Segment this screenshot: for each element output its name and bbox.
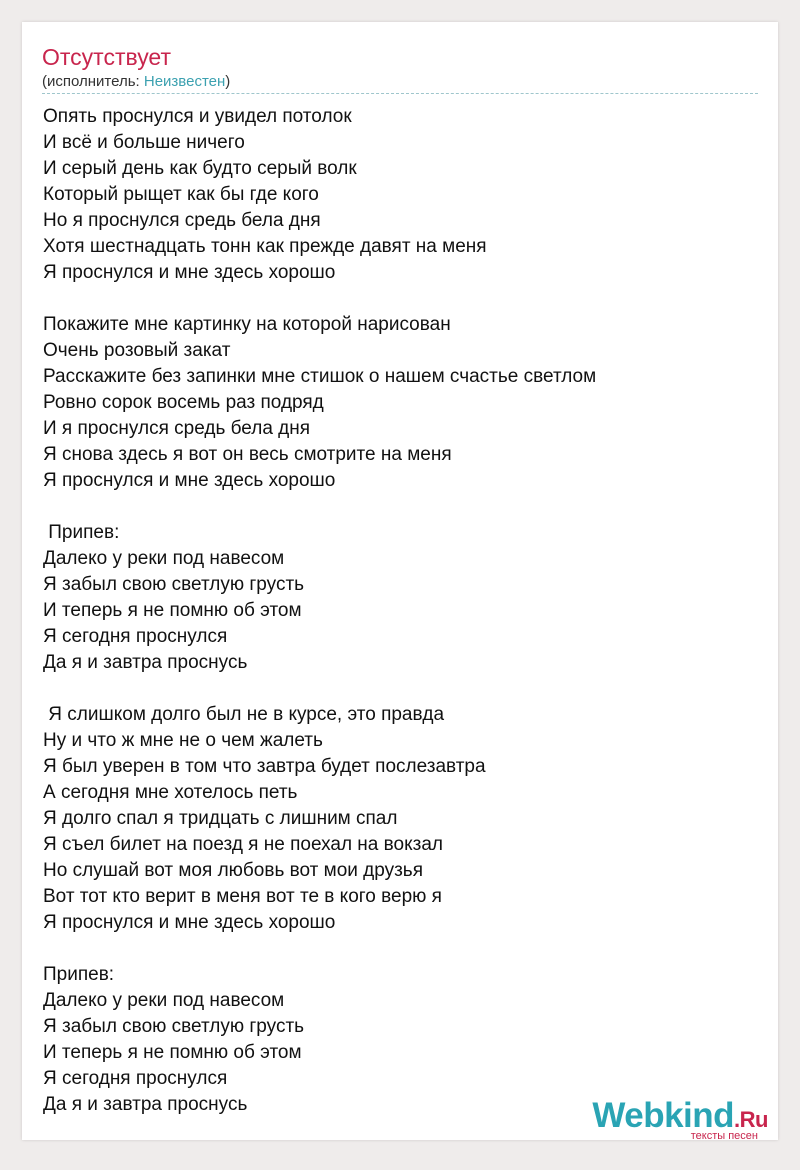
lyric-line: Расскажите без запинки мне стишок о нашем счастье светлом xyxy=(43,366,597,387)
lyric-line: Я сегодня проснулся xyxy=(43,626,228,647)
lyric-line: И теперь я не помню об этом xyxy=(43,600,302,621)
lyric-line: Да я и завтра проснусь xyxy=(43,1094,248,1115)
artist-suffix: ) xyxy=(225,73,231,90)
lyric-line: И я проснулся средь бела дня xyxy=(43,418,311,439)
lyric-line: Я съел билет на поезд я не поехал на вокзал xyxy=(43,834,443,855)
artist-line xyxy=(42,72,230,92)
lyric-line: Я снова здесь я вот он весь смотрите на меня xyxy=(43,444,452,465)
divider xyxy=(42,93,758,94)
lyrics-card xyxy=(22,22,778,1140)
lyric-line: А сегодня мне хотелось петь xyxy=(43,782,298,803)
logo-brand-name: Webkind xyxy=(592,1096,735,1135)
lyric-line xyxy=(43,676,758,702)
lyric-line: Ну и что ж мне не о чем жалеть xyxy=(43,730,323,751)
logo-tagline: тексты песен xyxy=(690,1130,758,1142)
logo-tld: .Ru xyxy=(734,1107,768,1132)
lyric-line: И теперь я не помню об этом xyxy=(43,1042,302,1063)
lyric-line xyxy=(43,936,758,962)
artist-prefix: (исполнитель: xyxy=(42,73,144,90)
lyric-line: Я сегодня проснулся xyxy=(43,1068,228,1089)
lyric-line: Ровно сорок восемь раз подряд xyxy=(43,392,324,413)
site-logo[interactable] xyxy=(592,1096,768,1142)
lyrics-text xyxy=(43,104,758,1118)
lyric-line: Далеко у реки под навесом xyxy=(43,990,285,1011)
lyric-line: Припев: xyxy=(43,964,115,985)
lyric-line: Который рыщет как бы где кого xyxy=(43,184,319,205)
lyric-line: Но слушай вот моя любовь вот мои друзья xyxy=(43,860,423,881)
lyric-line: Очень розовый закат xyxy=(43,340,231,361)
artist-link[interactable]: Неизвестен xyxy=(143,73,226,90)
lyric-line: Я проснулся и мне здесь хорошо xyxy=(43,262,336,283)
lyric-line: Опять проснулся и увидел потолок xyxy=(43,106,352,127)
lyric-line: Далеко у реки под навесом xyxy=(43,548,285,569)
lyric-line: И всё и больше ничего xyxy=(43,132,245,153)
lyric-line: Припев: xyxy=(43,522,120,543)
lyric-line xyxy=(43,494,758,520)
lyric-line: Я проснулся и мне здесь хорошо xyxy=(43,912,336,933)
lyric-line: Покажите мне картинку на которой нарисован xyxy=(43,314,451,335)
lyric-line: Я был уверен в том что завтра будет послезавтра xyxy=(43,756,486,777)
lyric-line: Я слишком долго был не в курсе, это правда xyxy=(43,704,445,725)
lyric-line: Но я проснулся средь бела дня xyxy=(43,210,321,231)
lyric-line: Я забыл свою светлую грусть xyxy=(43,574,305,595)
lyric-line: Я долго спал я тридцать с лишним спал xyxy=(43,808,398,829)
lyric-line: Я проснулся и мне здесь хорошо xyxy=(43,470,336,491)
lyric-line: Хотя шестнадцать тонн как прежде давят на меня xyxy=(43,236,487,257)
lyric-line: Вот тот кто верит в меня вот те в кого верю я xyxy=(43,886,442,907)
lyric-line: Да я и завтра проснусь xyxy=(43,652,248,673)
lyric-line xyxy=(43,286,758,312)
song-title: Отсутствует xyxy=(42,44,171,70)
lyric-line: И серый день как будто серый волк xyxy=(43,158,357,179)
lyric-line: Я забыл свою светлую грусть xyxy=(43,1016,305,1037)
